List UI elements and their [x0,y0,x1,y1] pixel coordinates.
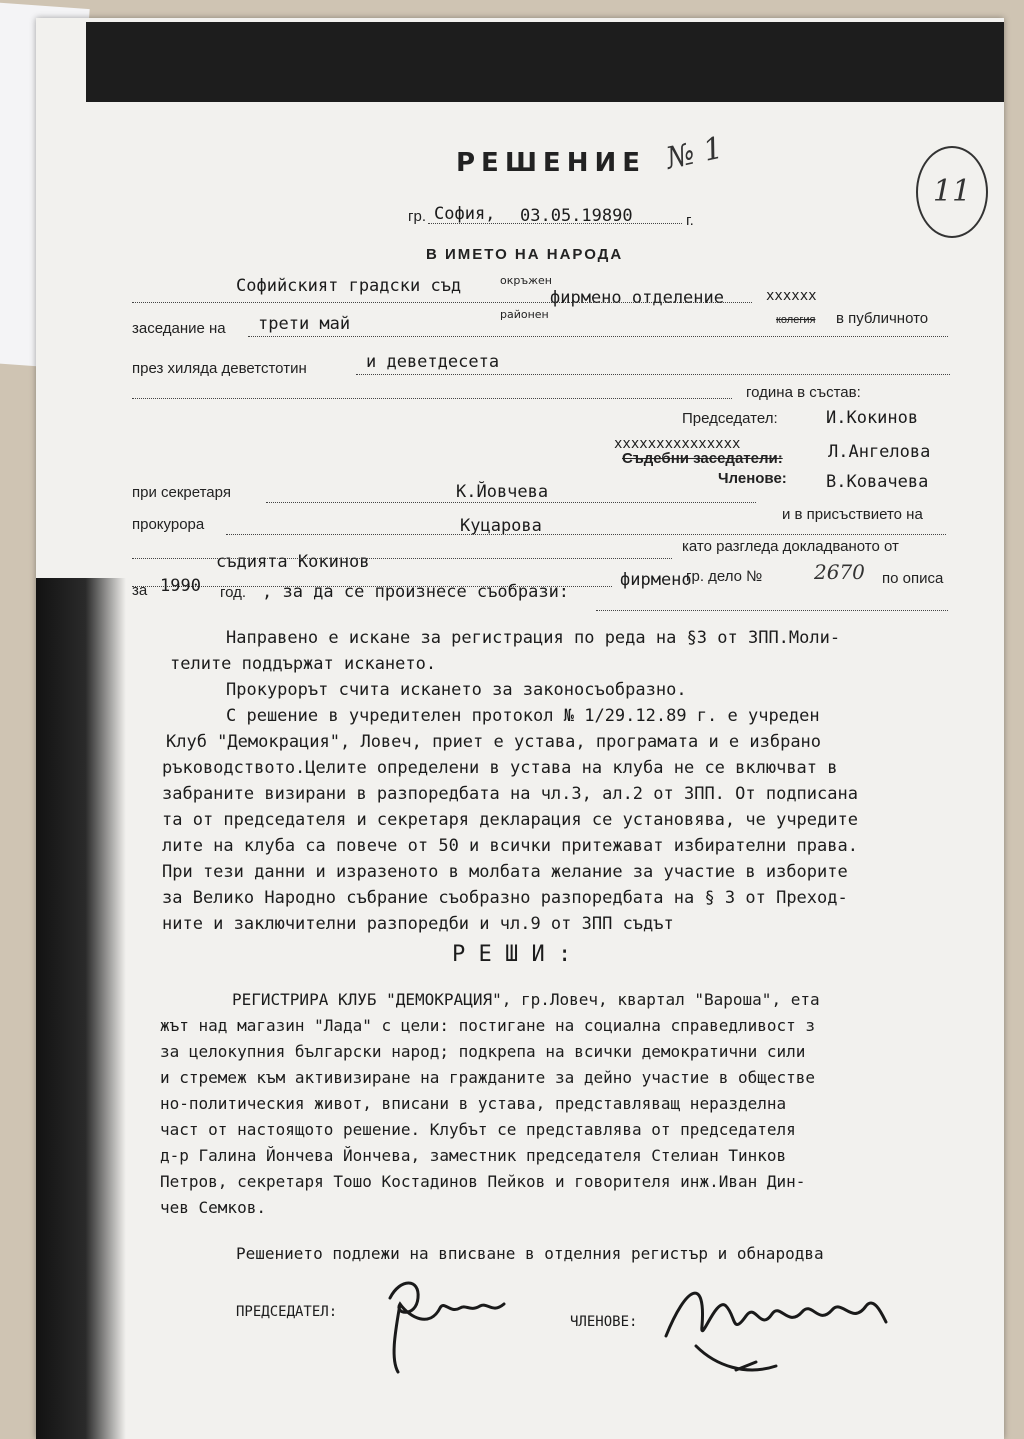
za-year: 1990 [160,576,201,596]
prosecutor-label: прокурора [132,516,205,533]
court-okrazhen: окръжен [500,274,552,287]
body-line: ните и заключителни разпоредби и чл.9 от ЗПП съдът [162,914,674,934]
document-title: РЕШЕНИЕ [456,148,646,178]
court-dotted-line [132,302,752,303]
decision-line: за целокупния български народ; подкрепа на всички демократични сили [160,1042,806,1061]
chair-label: Председател: [682,410,778,427]
case-type: фирмено [620,570,692,590]
in-the-name-of-people: В ИМЕТО НА НАРОДА [426,246,624,263]
zasedanie-value: трети май [258,314,351,334]
reviewed-label: като разгледа докладваното от [682,538,899,555]
page-number-circle [916,146,988,238]
decision-line: чев Семков. [160,1198,266,1217]
prez-value: и деветдесета [366,352,500,372]
decision-heading: Р Е Ш И : [452,942,572,967]
date-dotted-line [428,223,682,224]
decision-line: и стремеж към активизиране на гражданите за дейно участие в обществе [160,1068,816,1087]
chair-name: И.Кокинов [826,408,919,428]
scan-top-border [86,22,1004,102]
closing-line: Решението подлежи на вписване в отделния регистър и обнародва [236,1244,824,1263]
court-raionen: районен [500,308,549,321]
secretary-name: К.Йовчева [456,482,549,502]
opis-label: по описа [882,570,944,587]
court-name: Софийският градски съд [236,276,462,296]
scan-left-shadow [36,578,126,1439]
court-struck: xxxxxx [766,288,817,304]
decision-line: Петров, секретаря Тошо Костадинов Пейков и говорителя инж.Иван Дин- [160,1172,806,1191]
decision-line: РЕГИСТРИРА КЛУБ "ДЕМОКРАЦИЯ", гр.Ловеч, квартал "Вароша", ета [232,990,820,1009]
court-department: фирмено отделение [550,288,724,308]
body-line: за Велико Народно събрание съобразно разпоредбата на § 3 от Преход- [162,888,848,908]
members-signature [656,1266,896,1396]
pronounce-text: , за да се произнесе съобрази: [262,582,570,602]
members-name: В.Ковачева [826,472,929,492]
god-label: год. [220,584,247,601]
jurors-label: Съдебни заседатели: [622,450,783,467]
body-line: Прокурорът счита искането за законосъобразно. [226,680,687,700]
zasedanie-dotted-line [248,336,948,337]
pronounce-dotted-line [596,610,948,611]
decision-line: жът над магазин "Лада" с цели: постигане на социална справедливост з [160,1016,816,1035]
jurors-name: Л.Ангелова [828,442,931,462]
document-page [36,18,1004,1439]
presence-label: и в присъствието на [782,506,923,523]
city-prefix: гр. [408,208,426,225]
prosecutor-dotted-line [226,534,946,535]
decision-line: д-р Галина Йончева Йончева, заместник председателя Стелиан Тинков [160,1146,787,1165]
reviewed-dotted-line [132,558,672,559]
godina-dotted-line [132,398,732,399]
handwritten-number: № 1 [662,130,727,177]
secretary-dotted-line [266,502,756,503]
body-line: Направено е искане за регистрация по реда на §3 от ЗПП.Моли- [226,628,841,648]
body-line: та от председателя и секретаря декларация се установява, че учредите [162,810,858,830]
jurors-struck: xxxxxxxxxxxxxxx [614,436,741,452]
prez-dotted-line [356,374,950,375]
court-kolegia: колегия [776,314,816,326]
members-label: Членове: [718,470,787,487]
godina-label: година в състав: [746,384,861,401]
chair-signature [380,1268,520,1378]
case-label: гр. дело № [686,568,763,585]
decision-date: 03.05.19890 [520,206,633,226]
prez-label: през хиляда деветстотин [132,360,307,377]
chair-signature-label: ПРЕДСЕДАТЕЛ: [236,1304,338,1320]
body-line: телите поддържат искането. [170,654,437,674]
zasedanie-label: заседание на [132,320,226,337]
body-line: забраните визирани в разпоредбата на чл.3, ал.2 от ЗПП. От подписана [162,784,858,804]
members-signature-label: ЧЛЕНОВЕ: [570,1314,638,1330]
body-line: С решение в учредителен протокол № 1/29.12.89 г. е учреден [226,706,820,726]
body-line: Клуб "Демокрация", Ловеч, приет е устава, програмата и е избрано [166,732,822,752]
body-line: ръководството.Целите определени в устава на клуба не се включват в [162,758,838,778]
court-publichnoto: в публичното [836,310,929,327]
reporter-name: съдията Кокинов [216,552,370,572]
body-line: При тези данни и изразеното в молбата желание за участие в изборите [162,862,848,882]
case-number: 2670 [814,560,865,584]
year-suffix: г. [686,212,694,229]
secretary-label: при секретаря [132,484,231,501]
decision-line: част от настоящото решение. Клубът се представлява от председателя [160,1120,796,1139]
za-label: за [132,582,148,599]
prosecutor-name: Куцарова [460,516,542,536]
body-line: лите на клуба са повече от 50 и всички притежават избирателни права. [162,836,858,856]
decision-line: но-политическия живот, вписани в устава, представляващ неразделна [160,1094,787,1113]
city-name: София, [434,204,496,224]
page-number: 11 [932,174,972,209]
